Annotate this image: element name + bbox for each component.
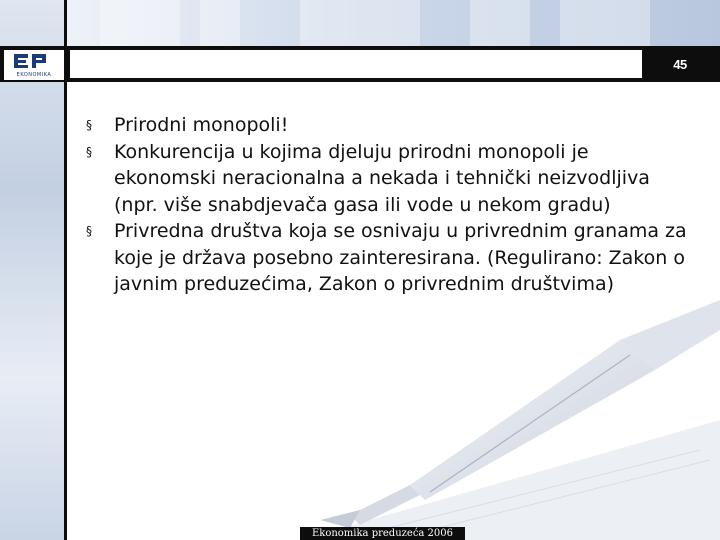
logo — [4, 50, 64, 80]
square-bullet-icon: § — [86, 144, 92, 159]
title-strip — [70, 50, 642, 78]
bullet-text: Prirodni monopoli! — [114, 114, 289, 136]
bullet-text: Privredna društva koja se osnivaju u privrednim granama za koje je država posebno zainteresirana. (Regulirano: Zakon o javnim preduzećima, Zakon o privrednim društvima) — [114, 220, 687, 295]
list-item — [86, 112, 696, 139]
square-bullet-icon: § — [86, 224, 92, 238]
ep-logo-icon — [4, 50, 64, 80]
bullet-text: Konkurencija u kojima djeluju prirodni monopoli je ekonomski neracionalna a nekada i tehnički neizvodljiva (npr. više snabdjevača gasa ili vode u nekom gradu) — [114, 140, 650, 216]
footer-text: Ekonomika preduzeća 2006 — [311, 528, 454, 539]
list-item — [86, 139, 696, 219]
top-decor-blocks — [0, 0, 720, 46]
list-item — [86, 218, 696, 298]
logo-text: EKONOMIKA — [16, 72, 52, 78]
fountain-pen-icon — [260, 300, 720, 540]
square-bullet-icon: § — [86, 118, 92, 132]
bullet-list — [86, 112, 696, 298]
page-number: 45 — [673, 57, 687, 72]
